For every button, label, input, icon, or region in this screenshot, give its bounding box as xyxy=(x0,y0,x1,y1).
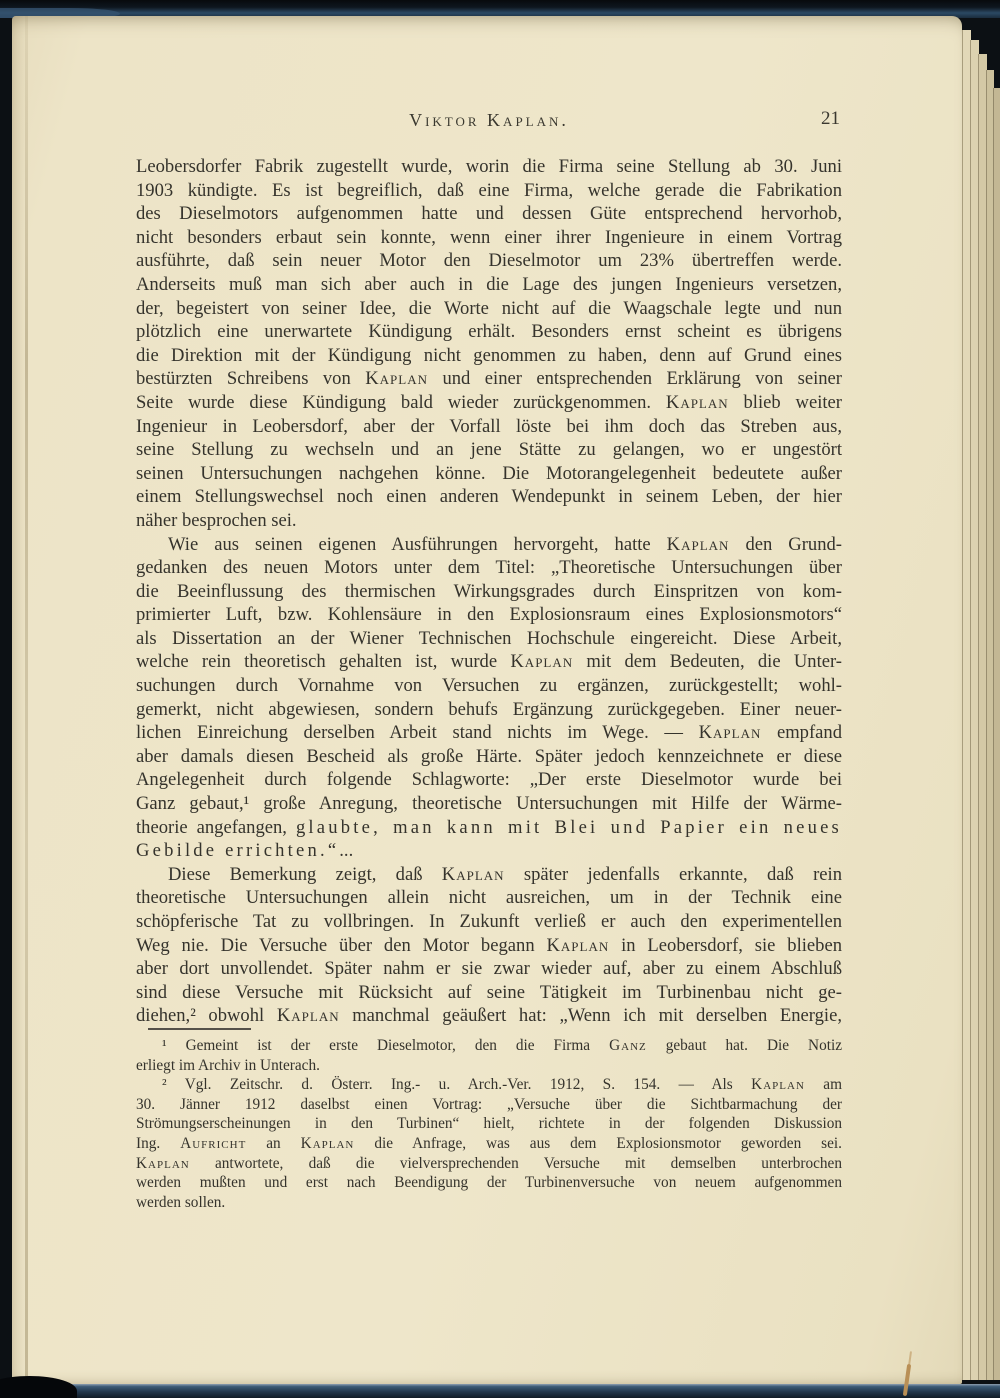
text-line xyxy=(136,155,842,179)
text-line xyxy=(136,509,842,533)
text-segment: diehen,² obwohl xyxy=(136,1005,277,1027)
fore-edge-pages xyxy=(962,30,1000,1384)
text-segment: seinen Untersuchungen nachgehen könne. Die Motorangelegenheit bedeutete außer xyxy=(136,462,842,484)
text-segment: näher besprochen sei. xyxy=(136,509,297,531)
text-segment: Anderseits muß man sich aber auch in die Lage des jungen Ingenieurs versetzen, xyxy=(136,273,842,295)
text-segment: Seite wurde diese Kündigung bald wieder zurückgenommen. xyxy=(136,391,666,413)
text-segment: Leobersdorfer Fabrik zugestellt wurde, worin die Firma seine Stellung ab 30. Juni xyxy=(136,156,842,177)
small-caps-name: Kaplan xyxy=(751,1076,805,1094)
text-segment: Ganz gebaut,¹ große Anregung, theoretische Untersuchungen mit Hilfe der Wärme- xyxy=(136,793,842,815)
text-line xyxy=(136,179,842,203)
text-segment: und einer entsprechenden Erklärung von seiner xyxy=(428,368,842,390)
book-cover-bottom-edge xyxy=(0,1384,1000,1398)
text-segment: erliegt im Archiv in Unterach. xyxy=(136,1056,320,1074)
text-line xyxy=(136,886,842,910)
text-segment: theorie angefangen, xyxy=(136,816,296,838)
text-line xyxy=(136,249,842,273)
text-segment: ausführte, daß sein neuer Motor den Dieselmotor um 23% übertreffen werde. xyxy=(136,250,842,272)
text-segment: einem Stellungswechsel noch einen anderen Wendepunkt in seinem Leben, der hier xyxy=(136,486,842,508)
text-segment: nicht besonders erbaut sein konnte, wenn einer ihrer Ingenieure in einem Vortrag xyxy=(136,226,842,248)
text-line xyxy=(136,792,842,816)
text-segment: Ing. xyxy=(136,1134,181,1152)
text-segment: werden sollen. xyxy=(136,1193,226,1211)
text-line xyxy=(136,462,842,486)
small-caps-name: Kaplan xyxy=(300,1134,355,1152)
text-line xyxy=(136,934,842,958)
text-segment: am xyxy=(804,1076,842,1094)
small-caps-name: Kaplan xyxy=(441,863,505,885)
text-line xyxy=(136,533,842,557)
text-segment: die Anfrage, was aus dem Explosionsmotor geworden sei. xyxy=(354,1134,842,1152)
text-segment: ... xyxy=(339,840,354,862)
text-segment: Weg nie. Die Versuche über den Motor begann xyxy=(136,934,547,956)
text-segment: bestürzten Schreibens von xyxy=(136,368,366,390)
footnotes xyxy=(136,1036,842,1212)
text-segment: Angelegenheit durch folgende Schlagworte: „Der erste Dieselmotor wurde bei xyxy=(136,769,842,791)
page-title: Viktor Kaplan. xyxy=(409,110,569,130)
text-segment: gebaut hat. Die Notiz xyxy=(646,1037,842,1054)
text-line xyxy=(136,839,842,863)
text-segment: in Leobersdorf, sie blieben xyxy=(609,934,842,956)
footnote-rule xyxy=(148,1028,251,1030)
text-segment: 30. Jänner 1912 daselbst einen Vortrag: „Versuche über die Sichtbarmachung der xyxy=(136,1095,842,1113)
text-segment: gemerkt, nicht abgewiesen, sondern behufs Ergänzung zurückgegeben. Einer neuer- xyxy=(136,698,842,720)
small-caps-name: Kaplan xyxy=(136,1154,190,1172)
page-edge xyxy=(993,88,1000,1380)
text-segment: des Dieselmotors aufgenommen hatte und dessen Güte entsprechend hervorhob, xyxy=(136,203,842,225)
small-caps-name: Kaplan xyxy=(365,368,428,390)
text-line xyxy=(136,698,842,722)
text-line xyxy=(136,367,842,391)
text-segment: blieb weiter xyxy=(728,391,842,413)
text-line xyxy=(136,981,842,1005)
text-segment: die Direktion mit der Kündigung nicht genommen zu haben, denn auf Grund eines xyxy=(136,344,842,366)
text-line xyxy=(136,1036,842,1056)
running-header xyxy=(136,110,842,134)
text-line xyxy=(136,1056,842,1076)
text-segment: die Beeinflussung des thermischen Wirkungsgrades durch Einspritzen von kom- xyxy=(136,580,842,602)
text-line xyxy=(136,273,842,297)
text-line xyxy=(136,745,842,769)
text-line xyxy=(136,556,842,580)
text-segment: als Dissertation an der Wiener Technischen Hochschule eingereicht. Diese Arbeit, xyxy=(136,627,842,649)
text-line xyxy=(136,650,842,674)
text-line xyxy=(136,1173,842,1193)
text-segment: ² Vgl. Zeitschr. d. Österr. Ing.- u. Arch.-Ver. 1912, S. 154. — Als xyxy=(162,1076,752,1094)
small-caps-name: Kaplan xyxy=(665,391,729,413)
text-segment: schöpferische Tat zu vollbringen. In Zukunft verließ er auch den experimentellen xyxy=(136,911,842,932)
small-caps-name: Aufricht xyxy=(180,1134,247,1152)
text-line xyxy=(136,1193,842,1213)
text-segment: welche rein theoretisch gehalten ist, wurde xyxy=(136,651,511,673)
text-segment: Diese Bemerkung zeigt, daß xyxy=(168,863,442,885)
small-caps-name: Kaplan xyxy=(276,1005,340,1027)
text-segment: Ingenieur in Leobersdorf, aber der Vorfall löste bei ihm doch das Streben aus, xyxy=(136,415,842,437)
text-line xyxy=(136,415,842,439)
text-line xyxy=(136,438,842,462)
text-segment: Strömungserscheinungen in den Turbinen“ hielt, richtete in der folgenden Diskussion xyxy=(136,1115,842,1133)
small-caps-name: Kaplan xyxy=(546,934,610,956)
small-caps-name: Kaplan xyxy=(510,651,574,673)
text-segment: Wie aus seinen eigenen Ausführungen hervorgeht, hatte xyxy=(168,533,667,555)
gutter-shadow xyxy=(12,16,25,1384)
text-line xyxy=(136,674,842,698)
page-sheet xyxy=(12,16,962,1384)
text-line xyxy=(136,910,842,934)
text-line xyxy=(136,202,842,226)
text-line xyxy=(136,297,842,321)
text-segment: plötzlich eine unerwartete Kündigung erhält. Besonders ernst scheint es übrigens xyxy=(136,321,842,343)
text-line xyxy=(136,391,842,415)
text-segment: den Grund- xyxy=(729,533,842,555)
text-line xyxy=(136,485,842,509)
text-line xyxy=(136,1075,842,1095)
text-segment: lichen Einreichung derselben Arbeit stand nichts im Wege. — xyxy=(136,722,699,744)
small-caps-name: Kaplan xyxy=(698,722,762,744)
text-segment: antwortete, daß die vielversprechenden Versuche mit demselben unterbrochen xyxy=(189,1154,842,1172)
text-segment: gedanken des neuen Motors unter dem Titel: „Theoretische Untersuchungen über xyxy=(136,557,842,579)
text-segment: theoretische Untersuchungen allein nicht ausreichen, um in der Technik eine xyxy=(136,887,842,909)
text-line xyxy=(136,344,842,368)
text-segment: der, begeistert von seiner Idee, die Worte nicht auf die Waagschale legte und nun xyxy=(136,297,842,319)
text-segment: suchungen durch Vornahme von Versuchen zu ergänzen, zurückgestellt; wohl- xyxy=(136,675,842,697)
text-line xyxy=(136,603,842,627)
text-line xyxy=(136,627,842,651)
text-segment: seine Stellung zu wechseln und an jene Stätte zu gelangen, wo er ungestört xyxy=(136,439,842,461)
text-line xyxy=(136,768,842,792)
text-segment: empfand xyxy=(761,722,842,744)
text-segment: aber dort unvollendet. Später nahm er sie zwar wieder auf, aber zu einem Abschluß xyxy=(136,958,842,980)
text-line xyxy=(136,721,842,745)
text-line xyxy=(136,320,842,344)
text-segment: Gebilde errichten.“ xyxy=(136,840,340,862)
text-line xyxy=(136,1004,842,1028)
page-crease xyxy=(25,16,28,1384)
text-segment: mit dem Bedeuten, die Unter- xyxy=(573,651,842,673)
text-segment: an xyxy=(246,1134,301,1152)
small-caps-name: Kaplan xyxy=(666,533,730,555)
text-line xyxy=(136,1134,842,1154)
text-line xyxy=(136,1114,842,1134)
text-line xyxy=(136,863,842,887)
text-line xyxy=(136,1154,842,1174)
text-line xyxy=(136,1095,842,1115)
text-segment: glaubte, man kann mit Blei und Papier ein neues xyxy=(295,816,842,838)
text-segment: 1903 kündigte. Es ist begreiflich, daß eine Firma, welche gerade die Fabrikation xyxy=(136,179,842,201)
small-caps-name: Ganz xyxy=(609,1037,647,1054)
page-number: 21 xyxy=(821,108,840,129)
text-segment: später jedenfalls erkannte, daß rein xyxy=(504,863,842,885)
text-segment: ¹ Gemeint ist der erste Dieselmotor, den die Firma xyxy=(162,1037,610,1054)
text-line xyxy=(136,226,842,250)
text-segment: manchmal geäußert hat: „Wenn ich mit derselben Energie, xyxy=(339,1005,842,1027)
text-segment: aber damals diesen Bescheid als große Härte. Später jedoch kennzeichnete er diese xyxy=(136,745,842,767)
text-line xyxy=(136,957,842,981)
text-segment: sind diese Versuche mit Rücksicht auf seine Tätigkeit im Turbinenbau nicht ge- xyxy=(136,981,842,1003)
text-segment: primierter Luft, bzw. Kohlensäure in den Explosionsraum eines Explosionsmotors“ xyxy=(136,604,842,626)
text-line xyxy=(136,580,842,604)
body-text xyxy=(136,155,842,1028)
text-segment: werden mußten und erst nach Beendigung der Turbinenversuche von neuem aufgenommen xyxy=(136,1174,842,1192)
text-line xyxy=(136,816,842,840)
